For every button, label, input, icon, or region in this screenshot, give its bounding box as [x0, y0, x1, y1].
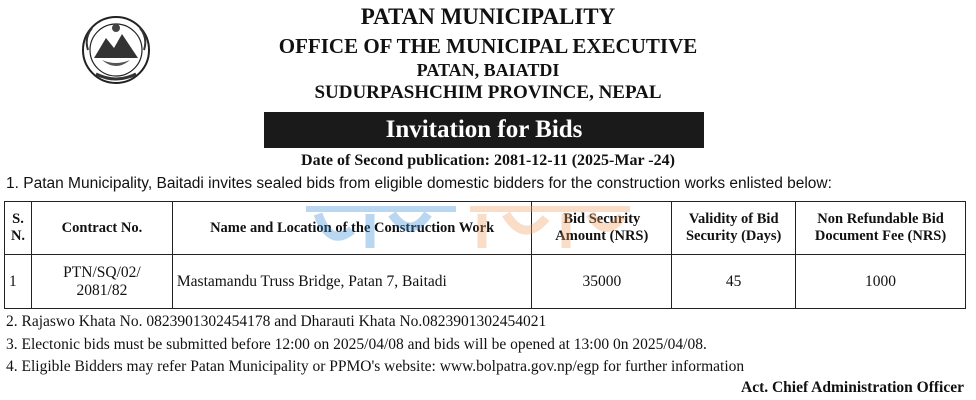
signatory: Act. Chief Administration Officer — [741, 379, 964, 396]
col-header-validity: Validity of Bid Security (Days) — [672, 202, 796, 255]
col-header-contract: Contract No. — [31, 202, 172, 255]
col-header-work: Name and Location of the Construction Work — [172, 202, 532, 255]
note-submission: 3. Electonic bids must be submitted before 12:00 on 2025/04/08 and bids will be opened at 13:00 0n 2025/04/08. — [6, 336, 707, 353]
office-address: PATAN, BAIATDI — [416, 60, 560, 80]
cell-work-name: Mastamandu Truss Bridge, Patan 7, Baitadi — [172, 255, 532, 309]
notice-title: Invitation for Bids — [264, 112, 704, 148]
office-name: OFFICE OF THE MUNICIPAL EXECUTIVE — [278, 34, 698, 58]
cell-security: 35000 — [532, 255, 672, 309]
publication-date: Date of Second publication: 2081-12-11 (2025-Mar -24) — [301, 152, 675, 169]
col-header-fee: Non Refundable Bid Document Fee (NRS) — [796, 202, 966, 255]
cell-contract: PTN/SQ/02/ 2081/82 — [31, 255, 172, 309]
municipality-name: PATAN MUNICIPALITY — [360, 4, 616, 29]
note-khata: 2. Rajaswo Khata No. 0823901302454178 and Dharauti Khata No.0823901302454021 — [6, 313, 547, 330]
col-header-sn: S. N. — [5, 202, 32, 255]
note-website: 4. Eligible Bidders may refer Patan Municipality or PPMO's website: www.bolpatra.gov.np/egp for further information — [6, 358, 745, 375]
letterhead — [0, 0, 976, 104]
province-name: SUDURPASHCHIM PROVINCE, NEPAL — [314, 82, 662, 103]
col-header-security: Bid Security Amount (NRS) — [532, 202, 672, 255]
intro-paragraph: 1. Patan Municipality, Baitadi invites sealed bids from eligible domestic bidders for the construction works enlisted below: — [6, 175, 832, 192]
cell-fee: 1000 — [796, 255, 966, 309]
cell-validity: 45 — [672, 255, 796, 309]
publisher-watermark-logo — [300, 200, 640, 256]
table-row — [5, 255, 966, 309]
cell-sn: 1 — [5, 255, 32, 309]
